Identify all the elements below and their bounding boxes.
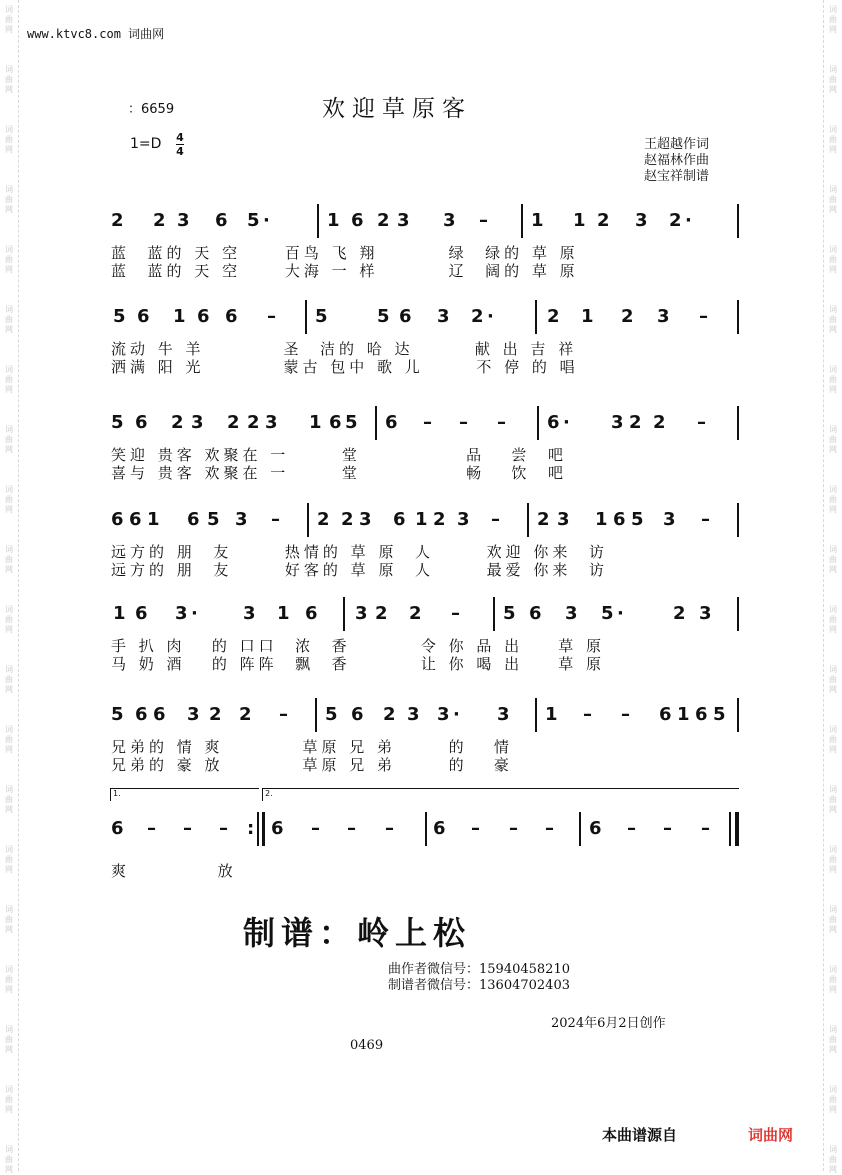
watermark-text: 词 曲 网 [829, 545, 837, 574]
notes-row: 6 – – – : 6 – – – 6 – – – 6 – – – [107, 812, 741, 846]
watermark-text: 词 曲 网 [829, 905, 837, 934]
watermark-text: 词 曲 网 [829, 305, 837, 334]
watermark-text: 词 曲 网 [829, 485, 837, 514]
lyric-verse-2: 兄弟的 豪 放 草原 兄 弟 的 豪 [111, 756, 513, 774]
watermark-text: 词 曲 网 [5, 965, 13, 994]
watermark-text: 词 曲 网 [829, 605, 837, 634]
lyric-verse-2: 马 奶 酒 的 阵阵 飘 香 让 你 喝 出 草 原 [111, 655, 605, 673]
source-brand-link[interactable]: 词曲网 [748, 1126, 794, 1144]
arranger-signature: 制谱：岭上松 [243, 914, 472, 952]
meter-top: 4 [176, 131, 184, 144]
meter-bottom: 4 [176, 145, 184, 158]
watermark-text: 词 曲 网 [5, 785, 13, 814]
volta-1: 1. [110, 788, 259, 801]
credit-lyricist: 王超越作词 [644, 137, 710, 152]
watermark-text: 词 曲 网 [5, 1025, 13, 1054]
watermark-text: 词 曲 网 [5, 725, 13, 754]
watermark-text: 词 曲 网 [829, 5, 837, 34]
watermark-text: 词 曲 网 [5, 485, 13, 514]
lyric-verse-2: 喜与 贵客 欢聚在 一 堂 畅 饮 吧 [111, 464, 567, 482]
lyric-verse-1: 兄弟的 情 爽 草原 兄 弟 的 情 [111, 738, 513, 756]
score-number: ：6659 [128, 102, 175, 117]
watermark-text: 词 曲 网 [829, 845, 837, 874]
lyric-verse-1: 笑迎 贵客 欢聚在 一 堂 品 尝 吧 [111, 446, 567, 464]
watermark-text: 词 曲 网 [5, 845, 13, 874]
volta-2: 2. [262, 788, 739, 801]
watermark-text: 词 曲 网 [5, 245, 13, 274]
lyric-verse-2: 洒满 阳 光 蒙古 包中 歌 儿 不 停 的 唱 [111, 358, 579, 376]
watermark-text: 词 曲 网 [5, 365, 13, 394]
notes-row: 5 6 1 6 6 – 5 5 6 3 2 · 2 1 2 3 – [107, 300, 741, 334]
watermark-text: 词 曲 网 [5, 5, 13, 34]
composer-wechat: 曲作者微信号：15940458210 [388, 962, 570, 977]
watermark-text: 词 曲 网 [5, 665, 13, 694]
key-signature: 1=D [130, 136, 162, 152]
lyric-verse-2: 蓝 蓝的 天 空 大海 一 样 辽 阔的 草 原 [111, 262, 579, 280]
notes-row: 1 6 3 · 3 1 6 3 2 2 – 5 6 3 5 · 2 3 [107, 597, 741, 631]
site-name-text: 词曲网 [128, 27, 165, 41]
notes-row: 6 6 1 6 5 3 – 2 2 3 6 1 2 3 – 2 3 1 6 5 3 – [107, 503, 741, 537]
lyric-verse-1: 蓝 蓝的 天 空 百鸟 飞 翔 绿 绿的 草 原 [111, 244, 579, 262]
site-url-text: www.ktvc8.com [27, 27, 121, 41]
notes-row: 2 2 3 6 5 · 1 6 2 3 3 – 1 1 2 3 2 · [107, 204, 741, 238]
watermark-text: 词 曲 网 [5, 125, 13, 154]
lyric-verse-1: 远方的 朋 友 热情的 草 原 人 欢迎 你来 访 [111, 543, 608, 561]
source-label: 本曲谱源自 [602, 1126, 678, 1144]
arranger-wechat: 制谱者微信号：13604702403 [388, 978, 570, 993]
lyric-verse-2: 远方的 朋 友 好客的 草 原 人 最爱 你来 访 [111, 561, 608, 579]
watermark-text: 词 曲 网 [829, 185, 837, 214]
watermark-text: 词 曲 网 [829, 1025, 837, 1054]
watermark-text: 词 曲 网 [5, 65, 13, 94]
lyric-ending: 爽 放 [111, 862, 237, 880]
watermark-text: 词 曲 网 [829, 785, 837, 814]
lyric-verse-1: 流动 牛 羊 圣 洁的 哈 达 献 出 吉 祥 [111, 340, 578, 358]
left-watermark-strip [0, 0, 19, 1171]
right-watermark-strip [823, 0, 842, 1171]
watermark-text: 词 曲 网 [5, 425, 13, 454]
watermark-text: 词 曲 网 [829, 125, 837, 154]
lyric-verse-1: 手 扒 肉 的 口口 浓 香 令 你 品 出 草 原 [111, 637, 605, 655]
watermark-text: 词 曲 网 [5, 1085, 13, 1114]
watermark-text: 词 曲 网 [829, 725, 837, 754]
credit-composer: 赵福林作曲 [644, 153, 710, 168]
watermark-text: 词 曲 网 [5, 545, 13, 574]
watermark-text: 词 曲 网 [5, 305, 13, 334]
watermark-text: 词 曲 网 [829, 1145, 837, 1174]
page-title: 欢迎草原客 [322, 96, 472, 122]
watermark-text: 词 曲 网 [5, 1145, 13, 1174]
notes-row: 5 6 6 3 2 2 – 5 6 2 3 3 · 3 1 – – 6 1 6 5 [107, 698, 741, 732]
watermark-text: 词 曲 网 [829, 425, 837, 454]
watermark-text: 词 曲 网 [829, 245, 837, 274]
time-signature [176, 132, 184, 157]
credit-arranger: 赵宝祥制谱 [644, 169, 710, 184]
watermark-text: 词 曲 网 [829, 365, 837, 394]
watermark-text: 词 曲 网 [829, 665, 837, 694]
watermark-text: 词 曲 网 [5, 905, 13, 934]
watermark-text: 词 曲 网 [829, 965, 837, 994]
watermark-text: 词 曲 网 [5, 605, 13, 634]
notes-row: 5 6 2 3 2 2 3 1 6 5 6 – – – 6 · 3 2 2 – [107, 406, 741, 440]
watermark-text: 词 曲 网 [829, 1085, 837, 1114]
creation-date: 2024年6月2日创作 [551, 1016, 666, 1031]
watermark-text: 词 曲 网 [829, 65, 837, 94]
score-code: 0469 [350, 1038, 384, 1053]
watermark-text: 词 曲 网 [5, 185, 13, 214]
site-url[interactable] [27, 25, 164, 42]
